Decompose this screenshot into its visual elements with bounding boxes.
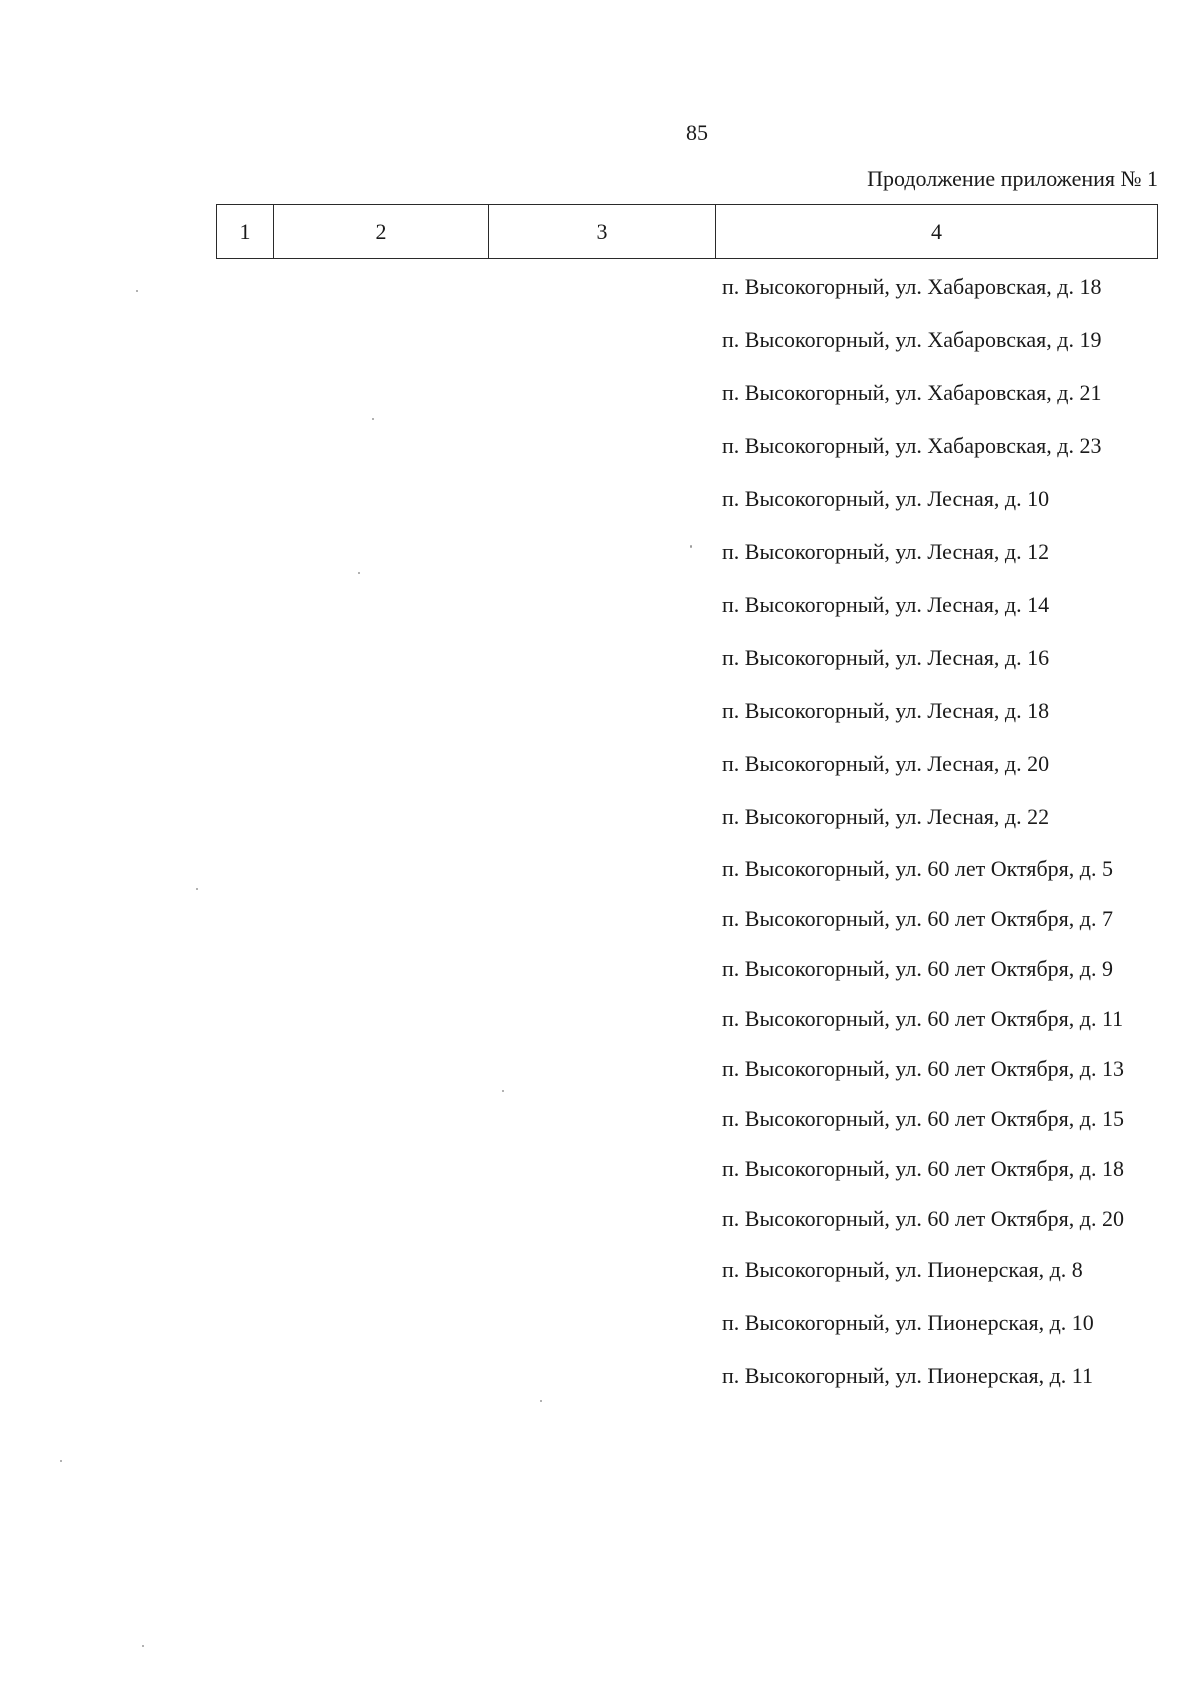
scan-speck <box>142 1645 144 1647</box>
address-item: п. Высокогорный, ул. 60 лет Октября, д. 9 <box>722 956 1113 981</box>
address-item: п. Высокогорный, ул. Пионерская, д. 11 <box>722 1363 1093 1388</box>
address-item: п. Высокогорный, ул. Лесная, д. 10 <box>722 486 1050 511</box>
column-header-3: 3 <box>489 205 716 259</box>
appendix-note: Продолжение приложения № 1 <box>867 166 1158 191</box>
page-number: 85 <box>686 120 708 145</box>
address-item: п. Высокогорный, ул. Лесная, д. 16 <box>722 645 1050 670</box>
scan-speck <box>502 1090 504 1092</box>
address-item: п. Высокогорный, ул. 60 лет Октября, д. 20 <box>722 1206 1124 1231</box>
address-item: п. Высокогорный, ул. 60 лет Октября, д. 5 <box>722 856 1113 881</box>
address-item: п. Высокогорный, ул. Хабаровская, д. 18 <box>722 274 1102 299</box>
address-item: п. Высокогорный, ул. Хабаровская, д. 23 <box>722 433 1102 458</box>
scan-speck <box>540 1400 542 1402</box>
scan-speck <box>690 545 692 548</box>
address-item: п. Высокогорный, ул. 60 лет Октября, д. 18 <box>722 1156 1124 1181</box>
address-item: п. Высокогорный, ул. 60 лет Октября, д. 13 <box>722 1056 1124 1081</box>
address-item: п. Высокогорный, ул. Лесная, д. 12 <box>722 539 1050 564</box>
address-item: п. Высокогорный, ул. 60 лет Октября, д. 15 <box>722 1106 1124 1131</box>
column-header-table <box>216 204 1158 259</box>
address-list <box>722 274 1162 1416</box>
address-item: п. Высокогорный, ул. Пионерская, д. 10 <box>722 1310 1094 1335</box>
scan-speck <box>60 1460 62 1462</box>
address-item: п. Высокогорный, ул. 60 лет Октября, д. 7 <box>722 906 1113 931</box>
address-item: п. Высокогорный, ул. Лесная, д. 22 <box>722 804 1050 829</box>
address-item: п. Высокогорный, ул. Лесная, д. 18 <box>722 698 1050 723</box>
address-item: п. Высокогорный, ул. Лесная, д. 20 <box>722 751 1050 776</box>
address-item: п. Высокогорный, ул. Лесная, д. 14 <box>722 592 1050 617</box>
column-header-2: 2 <box>274 205 489 259</box>
address-item: п. Высокогорный, ул. Хабаровская, д. 19 <box>722 327 1102 352</box>
scan-speck <box>372 418 374 420</box>
address-item: п. Высокогорный, ул. Хабаровская, д. 21 <box>722 380 1102 405</box>
scan-speck <box>196 888 198 890</box>
address-item: п. Высокогорный, ул. 60 лет Октября, д. 11 <box>722 1006 1124 1031</box>
address-item: п. Высокогорный, ул. Пионерская, д. 8 <box>722 1257 1083 1282</box>
column-header-1: 1 <box>217 205 274 259</box>
scan-speck <box>136 290 138 292</box>
column-header-4: 4 <box>716 205 1158 259</box>
column-header-row <box>217 205 1158 259</box>
scan-speck <box>358 572 360 574</box>
